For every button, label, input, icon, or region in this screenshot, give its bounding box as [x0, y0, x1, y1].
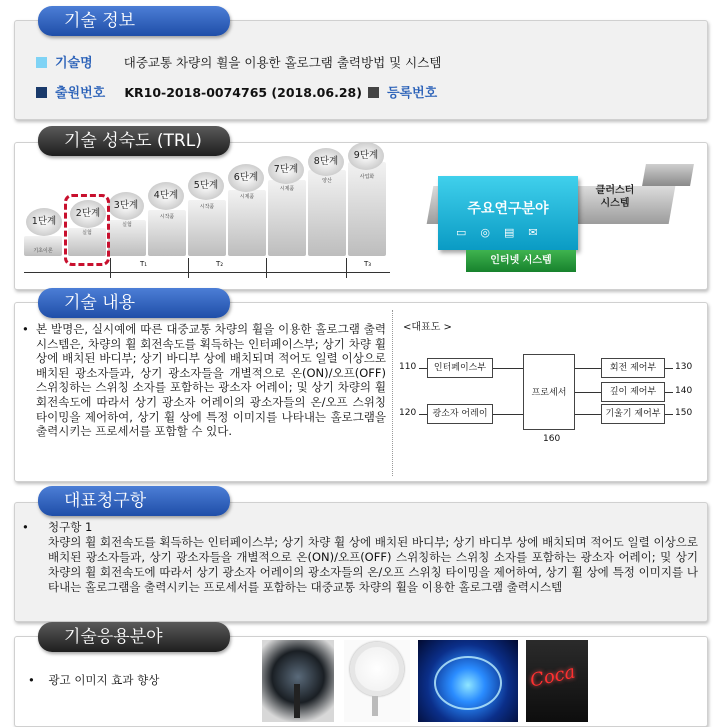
research-area-main-label: 주요연구분야	[467, 201, 549, 217]
diagram-arrow	[493, 414, 523, 415]
content-text	[22, 322, 386, 439]
trl-step-5-desc: 시작품	[199, 204, 215, 210]
tech-name-label: 기술명	[55, 56, 93, 71]
trl-phase-2: T₂	[216, 260, 224, 268]
reg-number-row	[368, 82, 437, 101]
research-area-bottom-bar	[466, 250, 576, 272]
reg-number-square-icon	[368, 87, 379, 98]
figure-title: <대표도 >	[403, 322, 452, 333]
claims-text: 차량의 휠 회전속도를 획득하는 인터페이스부; 상기 차량 휠 상에 배치된 바디부; 상기 바디부 상에 배치되며 적어도 일렬 이상으로 배치된 광소자들과, 상기 광소자들을 개별적으로 온(ON)/오프(OFF) 스위칭하는 스위칭 소자를 포함하는 광소자 어레이; 및 상기 차량의 휠 회전속도에 따라서 상기 광소자 어레이의 광소자들의 온/오프 스위칭 타이밍을 제어하여, 상기 휠 상에 특정 이미지를 나타내는 홀로그램을 출력시키는 프로세서를 포함하는 대중교통 차량의 휠을 이용한 홀로그램 출력시스템	[48, 535, 698, 594]
diagram-arrow	[575, 368, 601, 369]
diagram-processor: 프로세서	[523, 354, 575, 430]
diagram-tilt: 기울기 제어부	[601, 404, 665, 424]
hologram-fan-photo-white	[344, 640, 410, 722]
research-area-side-top: 클러스터 시스템	[595, 185, 635, 209]
diagram-connector	[665, 414, 673, 415]
claims-tab: 대표청구항	[38, 486, 230, 516]
trl-step-6: 6단계	[228, 164, 264, 192]
trl-step-1-desc: 기초이론	[33, 248, 53, 254]
diagram-arrow	[493, 368, 523, 369]
tech-name-square-icon	[36, 57, 47, 68]
diagram-connector	[665, 392, 673, 393]
trl-step-7: 7단계	[268, 156, 304, 184]
claims-content	[22, 520, 698, 595]
trl-step-6-desc: 시제품	[239, 194, 255, 200]
fan-stand-icon	[294, 684, 300, 718]
trl-step-9-desc: 사업화	[359, 174, 375, 180]
content-body: 본 발명은, 실시예에 따른 대중교통 차량의 휠을 이용한 홀로그램 출력 시스템은, 차량의 휠 회전속도를 획득하는 인터페이스부; 상기 차량 휠 상에 배치된 바디부; 상기 바디부 상에 배치되며 적어도 일렬 이상으로 배치된 광소자들과, 상기 광소자들을 개별적으로 온(ON)/오프(OFF) 스위칭하는 스위칭 소자를 포함하는 광소자 어레이; 및 상기 차량의 휠 회전속도에 따라서 상기 광소자 어레이의 광소자들의 온/오프 스위칭 타이밍을 제어하여, 상기 휠 상에 특정 이미지를 나타내는 홀로그램을 출력시키는 프로세서를 포함할 수 있다.	[36, 322, 386, 439]
diagram-num-120: 120	[399, 408, 417, 418]
diagram-depth: 깊이 제어부	[601, 382, 665, 402]
research-area-icons: ▭◎▤✉	[456, 226, 552, 239]
app-number-value: KR10-2018-0074765 (2018.06.28)	[124, 85, 362, 100]
research-area-graphic	[430, 150, 698, 280]
application-bullet-row	[28, 672, 159, 688]
application-bullet-icon: •	[28, 673, 35, 687]
trl-axis-divider	[346, 258, 347, 278]
diagram-arrow	[575, 414, 601, 415]
trl-axis-divider	[110, 258, 111, 278]
diagram-num-140: 140	[675, 386, 693, 396]
trl-phase-3: T₃	[364, 260, 372, 268]
app-number-row	[36, 82, 362, 101]
diagram-connector	[665, 368, 673, 369]
diagram-num-160: 160	[543, 434, 561, 444]
trl-step-1: 1단계	[26, 208, 62, 236]
app-number-label: 출원번호	[55, 86, 106, 101]
diagram-interface: 인터페이스부	[427, 358, 493, 378]
claims-title: 청구항 1	[48, 520, 93, 534]
trl-axis-divider	[266, 258, 267, 278]
research-area-side-bottom: 인터넷 시스템	[490, 255, 552, 266]
tech-info-tab: 기술 정보	[38, 6, 230, 36]
trl-step-5: 5단계	[188, 172, 224, 200]
trl-step-8-desc: 양산	[322, 178, 332, 184]
trl-selected-marker	[64, 194, 110, 266]
application-tab: 기술응용분야	[38, 622, 230, 652]
diagram-rotation: 회전 제어부	[601, 358, 665, 378]
trl-step-4: 4단계	[148, 182, 184, 210]
blue-ring-icon	[434, 656, 502, 710]
trl-step-2: 2단계	[70, 200, 106, 228]
trl-step-3: 3단계	[108, 192, 144, 220]
diagram-num-150: 150	[675, 408, 693, 418]
diagram-num-130: 130	[675, 362, 693, 372]
trl-step-7-desc: 시제품	[279, 186, 295, 192]
trl-phase-1: T₁	[140, 260, 148, 268]
fan-base-icon	[372, 696, 378, 716]
logo-photo-text: Coca	[528, 661, 578, 692]
diagram-arrow	[575, 392, 601, 393]
hologram-logo-photo	[526, 640, 588, 722]
tech-name-value: 대중교통 차량의 휠을 이용한 홀로그램 출력방법 및 시스템	[123, 55, 442, 70]
research-area-right-shape	[642, 164, 694, 186]
fan-ring-icon	[350, 642, 404, 696]
trl-step-9: 9단계	[348, 142, 384, 170]
tech-name-row	[36, 52, 441, 71]
content-bullet-icon: •	[22, 322, 29, 336]
content-tab: 기술 내용	[38, 288, 230, 318]
trl-step-2-desc: 실험	[82, 230, 92, 236]
hologram-blue-photo	[418, 640, 518, 722]
application-bullet-text: 광고 이미지 효과 향상	[48, 673, 160, 687]
claims-bullet-icon: •	[22, 520, 29, 534]
trl-chart	[20, 148, 400, 286]
trl-step-4-desc: 시작품	[159, 214, 175, 220]
app-number-square-icon	[36, 87, 47, 98]
trl-axis-divider	[188, 258, 189, 278]
diagram-connector	[419, 414, 427, 415]
hologram-fan-photo-dark	[262, 640, 334, 722]
figure-box	[392, 310, 702, 476]
diagram-array: 광소자 어레이	[427, 404, 493, 424]
reg-number-label: 등록번호	[387, 86, 438, 101]
trl-step-3-desc: 실험	[122, 222, 132, 228]
trl-axis-line	[24, 272, 390, 273]
research-area-main-box	[438, 176, 578, 250]
trl-step-8: 8단계	[308, 148, 344, 176]
trl-tab: 기술 성숙도 (TRL)	[38, 126, 230, 156]
diagram-connector	[419, 368, 427, 369]
diagram-num-110: 110	[399, 362, 417, 372]
